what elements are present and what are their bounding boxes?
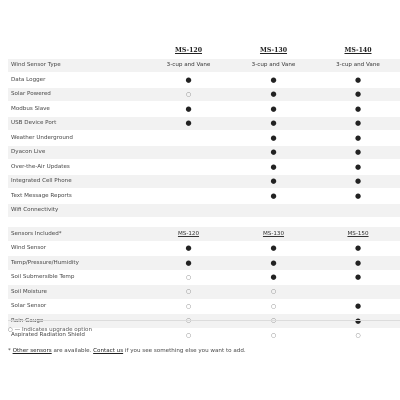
empty-cell	[146, 145, 231, 160]
upgrade-circle-icon: ○	[231, 328, 316, 343]
footnote-middle: are available.	[51, 348, 94, 354]
table-row	[8, 241, 400, 256]
empty-cell	[231, 203, 316, 218]
included-dot-icon: ●	[146, 102, 231, 117]
included-dot-icon: ●	[231, 87, 316, 102]
gap	[8, 218, 400, 227]
row-label: Wind Sensor Type	[8, 58, 146, 73]
upgrade-circle-icon: ○	[146, 299, 231, 314]
row-label: Modbus Slave	[8, 102, 146, 117]
row-label: Data Logger	[8, 73, 146, 88]
included-dot-icon: ●	[231, 131, 316, 146]
contact-us-link[interactable]: Contact us	[93, 348, 124, 354]
sensors-header-label: Sensors Included*	[8, 227, 146, 242]
sensors-model-ms150[interactable]: MS-150	[316, 227, 400, 242]
included-dot-icon: ●	[231, 174, 316, 189]
wind-type-ms130: 3-cup and Vane	[231, 58, 316, 73]
sensors-header-row	[8, 227, 400, 242]
row-label: Dyacon Live	[8, 145, 146, 160]
included-dot-icon: ●	[316, 256, 400, 271]
table-row	[8, 256, 400, 271]
included-dot-icon: ●	[316, 131, 400, 146]
table-row	[8, 58, 400, 73]
upgrade-circle-icon: ○	[146, 285, 231, 300]
included-dot-icon: ●	[316, 73, 400, 88]
included-dot-icon: ●	[316, 241, 400, 256]
included-dot-icon: ●	[146, 116, 231, 131]
comparison-table-container	[8, 44, 400, 343]
upgrade-circle-icon: ○	[231, 299, 316, 314]
included-dot-icon: ●	[146, 256, 231, 271]
table-row	[8, 160, 400, 175]
table-row	[8, 270, 400, 285]
table-row	[8, 189, 400, 204]
model-header-ms140[interactable]: MS-140	[316, 44, 400, 58]
table-row	[8, 145, 400, 160]
footnote	[8, 348, 246, 354]
legend-text: ○ — Indicates upgrade option	[8, 327, 92, 333]
included-dot-icon: ●	[316, 189, 400, 204]
row-label: Solar Powered	[8, 87, 146, 102]
table-row	[8, 116, 400, 131]
table-row	[8, 285, 400, 300]
sensors-body	[8, 227, 400, 343]
sensors-model-ms120[interactable]: MS-120	[146, 227, 231, 242]
row-label: USB Device Port	[8, 116, 146, 131]
other-sensors-link[interactable]: Other sensors	[12, 348, 52, 354]
section-spacer	[8, 218, 400, 227]
included-dot-icon: ●	[316, 102, 400, 117]
included-dot-icon: ●	[231, 270, 316, 285]
features-body	[8, 58, 400, 218]
included-dot-icon: ●	[231, 102, 316, 117]
empty-cell	[316, 203, 400, 218]
row-label: Aspirated Radiation Shield	[8, 328, 146, 343]
row-label: Wifi Connectivity	[8, 203, 146, 218]
table-row	[8, 203, 400, 218]
row-label: Integrated Cell Phone	[8, 174, 146, 189]
model-header-row	[8, 44, 400, 58]
upgrade-circle-icon: ○	[146, 270, 231, 285]
header-blank-cell	[8, 44, 146, 58]
empty-cell	[146, 203, 231, 218]
model-header-ms130[interactable]: MS-130	[231, 44, 316, 58]
empty-cell	[146, 160, 231, 175]
included-dot-icon: ●	[316, 87, 400, 102]
included-dot-icon: ●	[316, 160, 400, 175]
footnote-suffix: if you see something else you want to add.	[123, 348, 246, 354]
row-label: Soil Submersible Temp	[8, 270, 146, 285]
empty-cell	[146, 131, 231, 146]
wind-type-ms140: 3-cup and Vane	[316, 58, 400, 73]
footnote-prefix: *	[8, 348, 13, 354]
table-row	[8, 87, 400, 102]
included-dot-icon: ●	[231, 145, 316, 160]
included-dot-icon: ●	[316, 270, 400, 285]
included-dot-icon: ●	[231, 73, 316, 88]
included-dot-icon: ●	[231, 241, 316, 256]
included-dot-icon: ●	[231, 256, 316, 271]
table-row	[8, 299, 400, 314]
sensors-model-ms130[interactable]: MS-130	[231, 227, 316, 242]
table-row	[8, 174, 400, 189]
included-dot-icon: ●	[316, 174, 400, 189]
table-row	[8, 131, 400, 146]
table-row	[8, 102, 400, 117]
row-label: Over-the-Air Updates	[8, 160, 146, 175]
comparison-table	[8, 44, 400, 343]
row-label: Temp/Pressure/Humidity	[8, 256, 146, 271]
model-header-ms120[interactable]: MS-120	[146, 44, 231, 58]
included-dot-icon: ●	[316, 299, 400, 314]
row-label: Weather Underground	[8, 131, 146, 146]
upgrade-circle-icon: ○	[146, 328, 231, 343]
included-dot-icon: ●	[316, 145, 400, 160]
divider	[8, 320, 400, 321]
wind-type-ms120: 3-cup and Vane	[146, 58, 231, 73]
included-dot-icon: ●	[231, 116, 316, 131]
included-dot-icon: ●	[146, 241, 231, 256]
row-label: Wind Sensor	[8, 241, 146, 256]
included-dot-icon: ●	[316, 116, 400, 131]
included-dot-icon: ●	[231, 160, 316, 175]
table-row	[8, 73, 400, 88]
row-label: Soil Moisture	[8, 285, 146, 300]
included-dot-icon: ●	[231, 189, 316, 204]
row-label: Text Message Reports	[8, 189, 146, 204]
row-label: Solar Sensor	[8, 299, 146, 314]
upgrade-circle-icon: ○	[316, 328, 400, 343]
upgrade-circle-icon: ○	[146, 87, 231, 102]
empty-cell	[146, 189, 231, 204]
empty-cell	[146, 174, 231, 189]
included-dot-icon: ●	[146, 73, 231, 88]
upgrade-circle-icon: ○	[231, 285, 316, 300]
empty-cell	[316, 285, 400, 300]
